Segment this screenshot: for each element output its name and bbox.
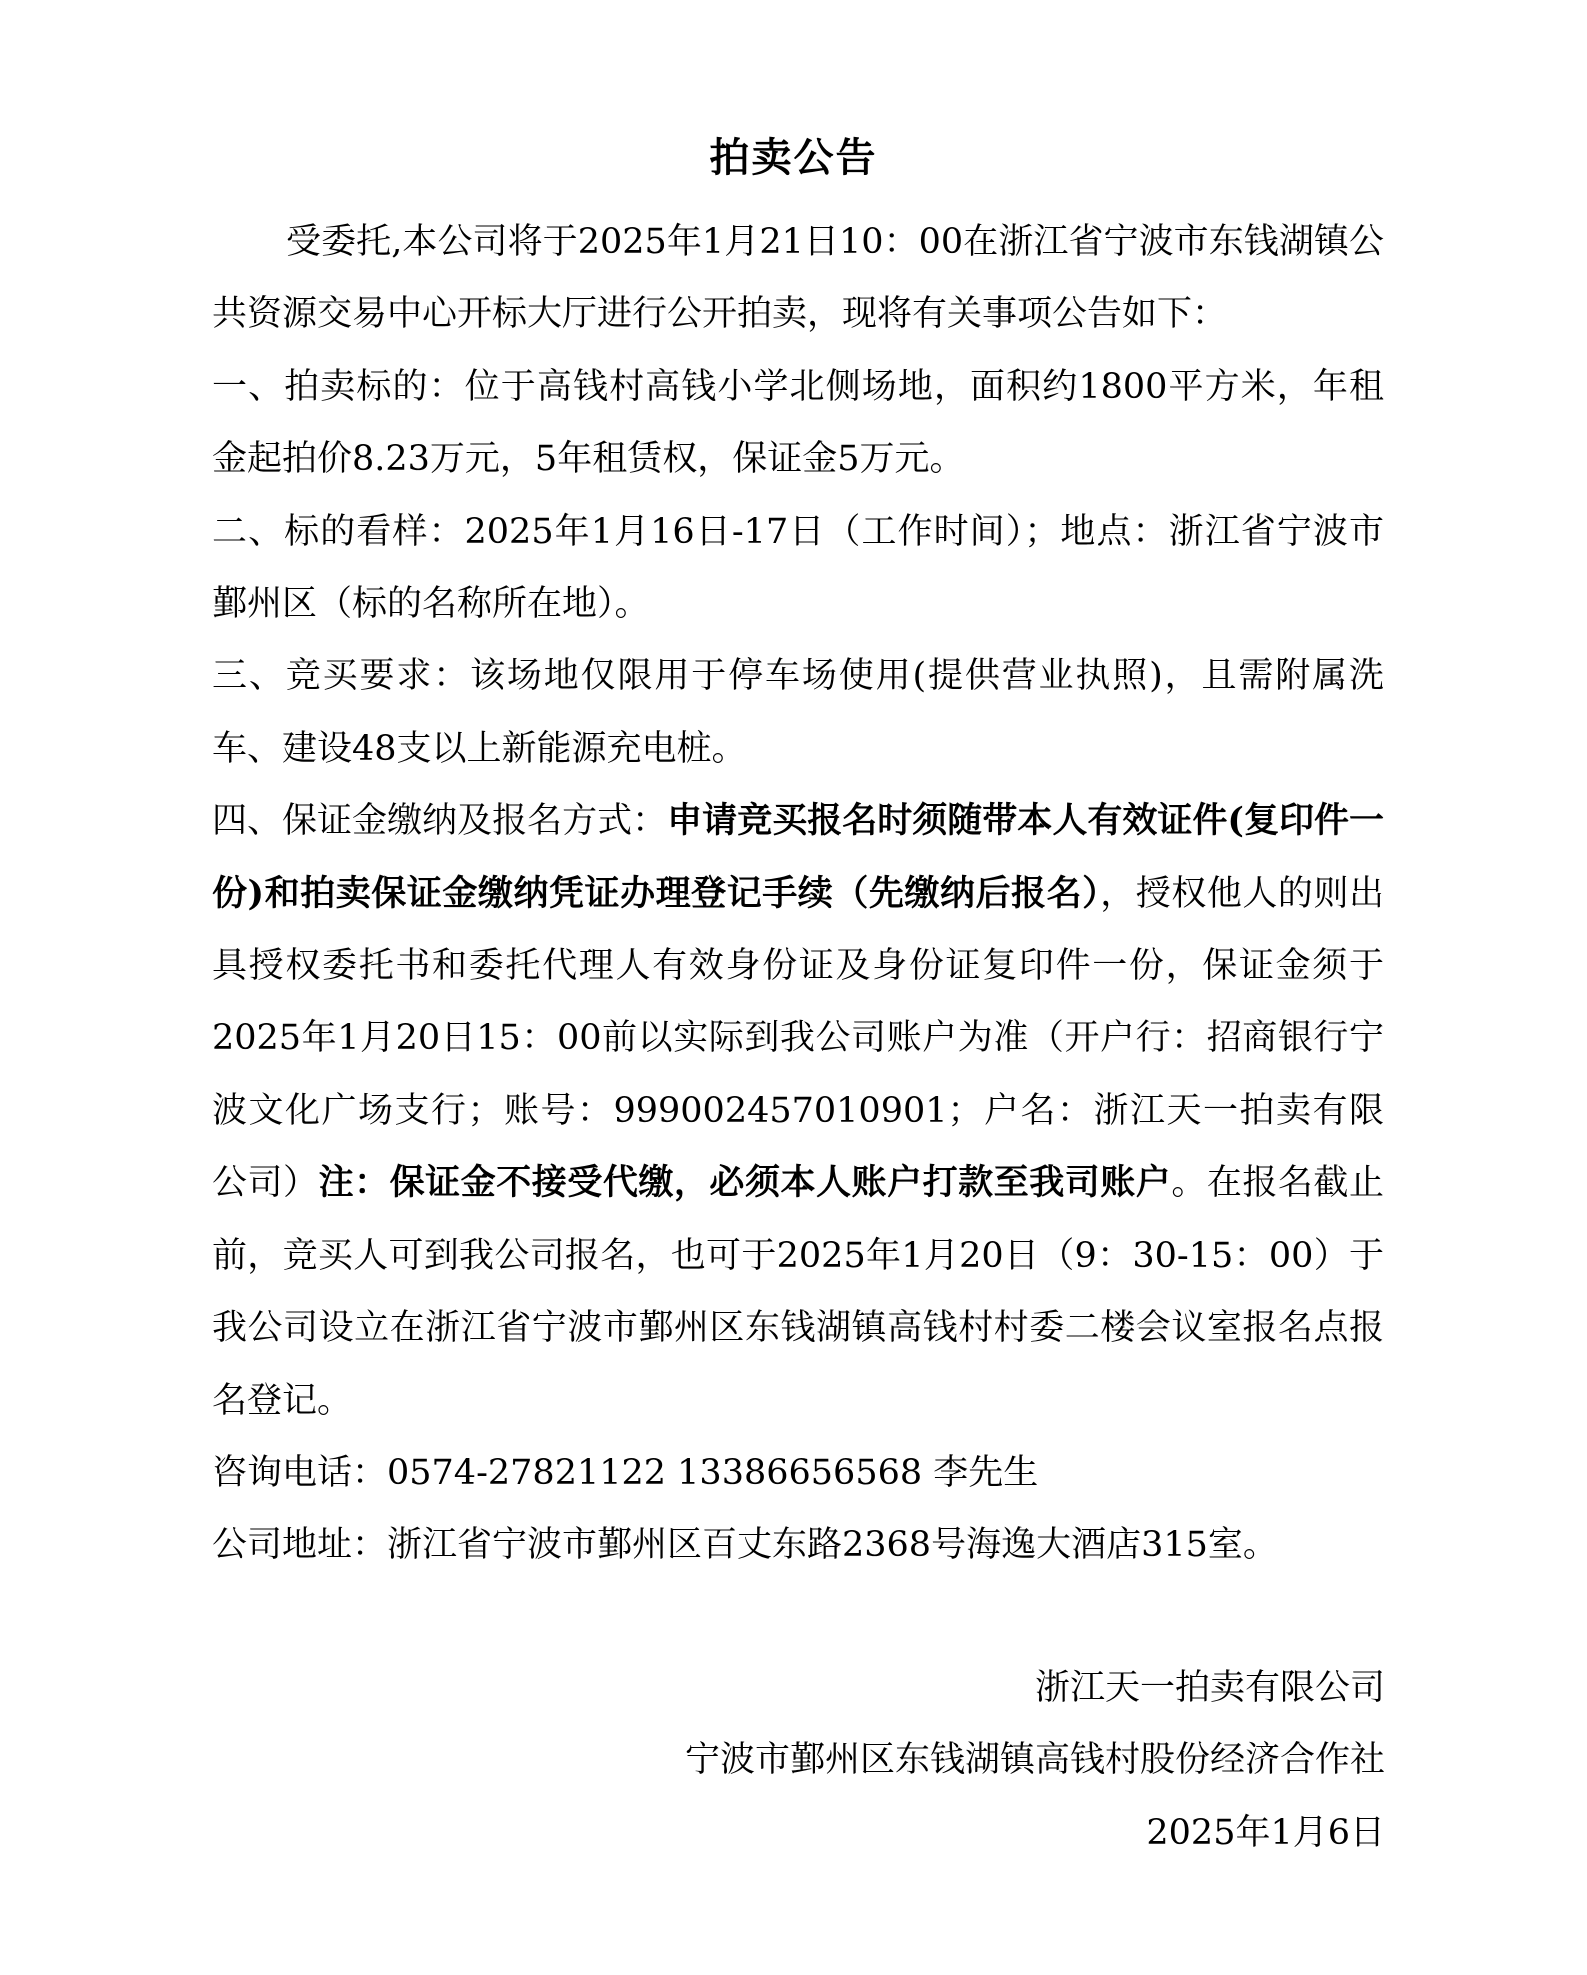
intro-paragraph: 受委托,本公司将于2025年1月21日10：00在浙江省宁波市东钱湖镇公共资源交易中心开标大厅进行公开拍卖，现将有关事项公告如下： — [212, 222, 1384, 335]
item-auction-subject: 一、拍卖标的：位于高钱村高钱小学北侧场地，面积约1800平方米，年租金起拍价8.23万元，5年租赁权，保证金5万元。 — [212, 366, 1384, 480]
signature-block — [685, 1652, 1385, 1869]
registration-details: 。在报名截止前，竞买人可到我公司报名，也可于2025年1月20日（9：30-15：00）于我公司设立在浙江省宁波市鄞州区东钱湖镇高钱村村委二楼会议室报名点报名登记。 — [212, 1163, 1384, 1421]
contact-phone: 咨询电话：0574-27821122 13386656568 李先生 — [212, 1452, 1039, 1493]
announcement-body — [212, 206, 1384, 1582]
page-title: 拍卖公告 — [709, 134, 878, 181]
signature-cooperative: 宁波市鄞州区东钱湖镇高钱村股份经济合作社 — [684, 1740, 1385, 1781]
item-viewing: 二、标的看样：2025年1月16日-17日（工作时间）；地点：浙江省宁波市鄞州区（标的名称所在地）。 — [212, 511, 1384, 625]
deposit-prefix: 四、保证金缴纳及报名方式： — [212, 801, 668, 842]
signature-date: 2025年1月6日 — [1146, 1812, 1385, 1853]
item-bidding-requirements: 三、竞买要求：该场地仅限用于停车场使用(提供营业执照)，且需附属洗车、建设48支以上新能源充电桩。 — [212, 656, 1384, 769]
deposit-details: ，授权他人的则出具授权委托书和委托代理人有效身份证及身份证复印件一份，保证金须于2025年1月20日15：00前以实际到我公司账户为准（开户行：招商银行宁波文化广场支行；账号：999002457010901；户名：浙江天一拍卖有限公司） — [212, 873, 1384, 1204]
item-deposit-registration — [212, 785, 1384, 1437]
deposit-bold-note: 注：保证金不接受代缴，必须本人账户打款至我司账户 — [318, 1162, 1172, 1204]
signature-company: 浙江天一拍卖有限公司 — [1034, 1668, 1385, 1708]
deposit-bold-requirement: 申请竞买报名时须随带本人有效证件(复印件一份)和拍卖保证金缴纳凭证办理登记手续（先缴纳后报名） — [212, 800, 1384, 914]
company-address: 公司地址：浙江省宁波市鄞州区百丈东路2368号海逸大酒店315室。 — [212, 1525, 1278, 1566]
